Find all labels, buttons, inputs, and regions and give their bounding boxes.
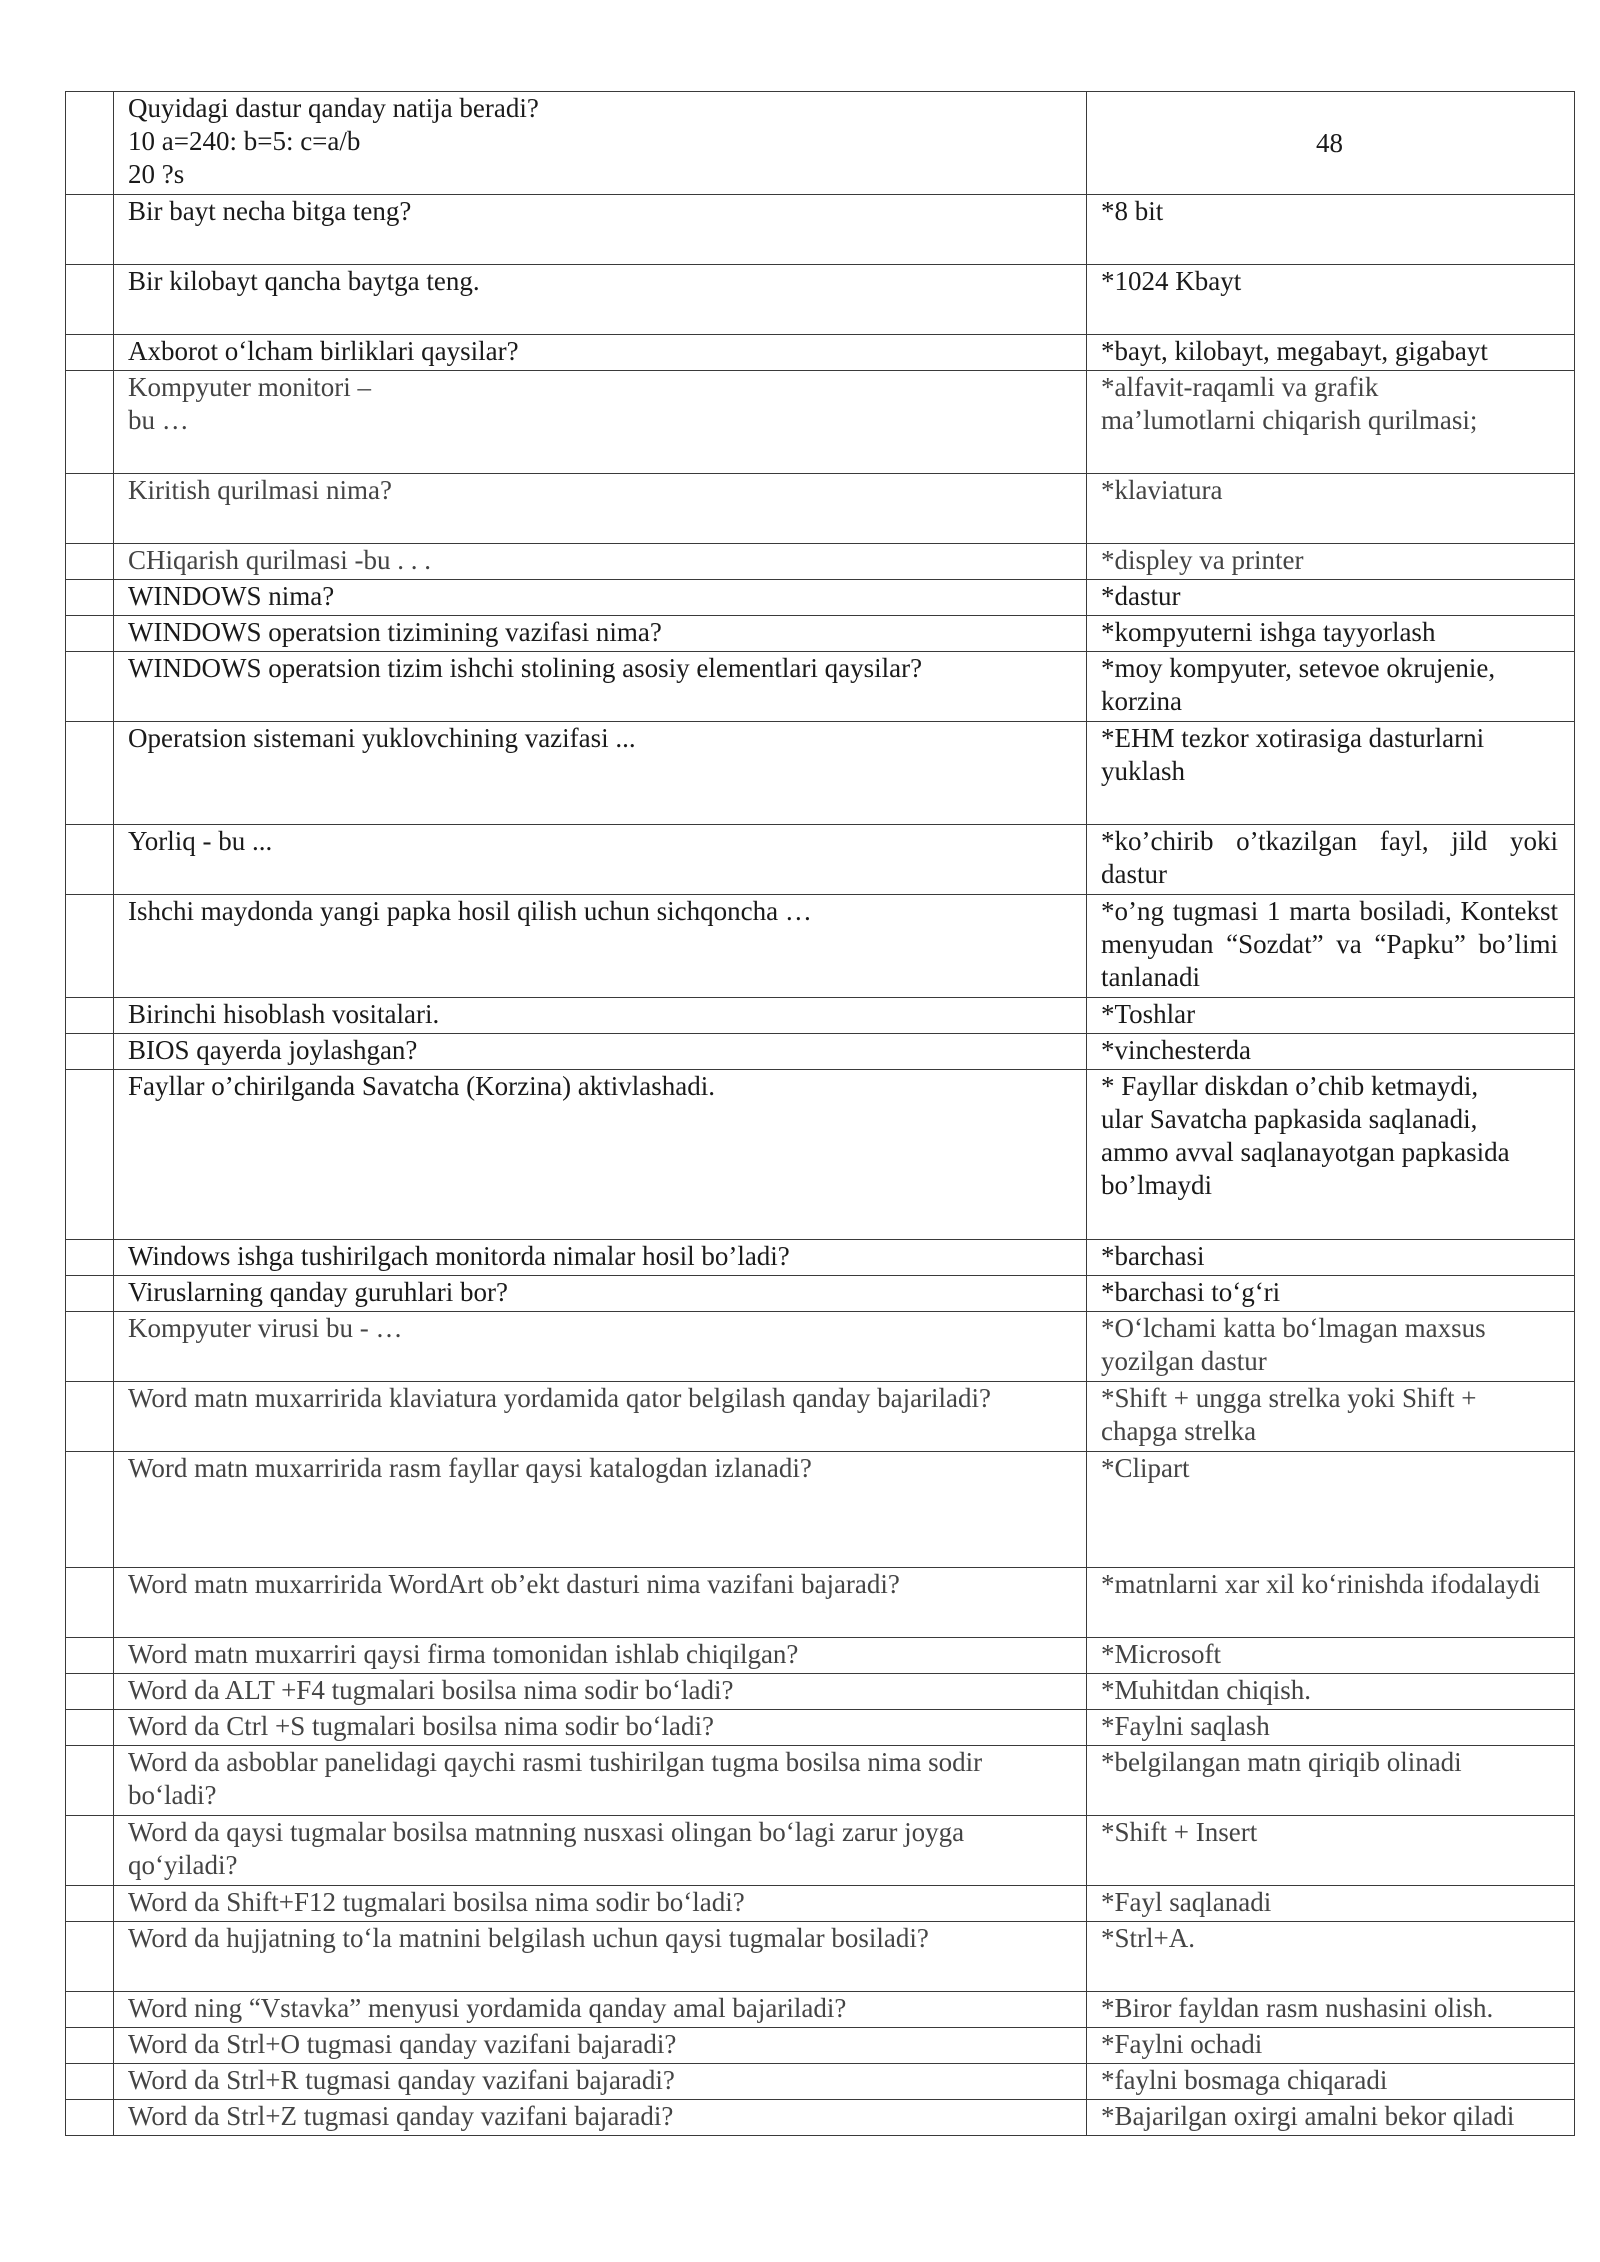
answer-cell: *Strl+A. (1087, 1922, 1575, 1992)
question-cell: Kompyuter virusi bu - … (114, 1312, 1087, 1382)
row-number-cell (66, 2064, 114, 2100)
table-row (66, 1034, 1575, 1070)
question-cell: Fayllar o’chirilganda Savatcha (Korzina) aktivlashadi. (114, 1070, 1087, 1240)
row-number-cell (66, 1034, 114, 1070)
question-cell: Word matn muxarririda rasm fayllar qaysi katalogdan izlanadi? (114, 1452, 1087, 1568)
answer-cell: *Shift + ungga strelka yoki Shift + chapga strelka (1087, 1382, 1575, 1452)
question-cell: Word matn muxarririda klaviatura yordamida qator belgilash qanday bajariladi? (114, 1382, 1087, 1452)
row-number-cell (66, 895, 114, 998)
question-cell: Word da Strl+O tugmasi qanday vazifani bajaradi? (114, 2028, 1087, 2064)
answer-cell: *vinchesterda (1087, 1034, 1575, 1070)
question-cell: WINDOWS operatsion tizimining vazifasi nima? (114, 616, 1087, 652)
answer-cell: *klaviatura (1087, 474, 1575, 544)
question-cell: Word da ALT +F4 tugmalari bosilsa nima sodir bo‘ladi? (114, 1674, 1087, 1710)
row-number-cell (66, 474, 114, 544)
table-row (66, 1746, 1575, 1816)
answer-cell: *alfavit-raqamli va grafik ma’lumotlarni chiqarish qurilmasi; (1087, 371, 1575, 474)
row-number-cell (66, 1992, 114, 2028)
table-row (66, 2100, 1575, 2136)
table-row (66, 825, 1575, 895)
question-cell: WINDOWS nima? (114, 580, 1087, 616)
table-row (66, 1992, 1575, 2028)
answer-cell: *faylni bosmaga chiqaradi (1087, 2064, 1575, 2100)
table-row (66, 195, 1575, 265)
answer-cell: *barchasi (1087, 1240, 1575, 1276)
question-cell: Word da Strl+R tugmasi qanday vazifani bajaradi? (114, 2064, 1087, 2100)
question-cell: Word da hujjatning to‘la matnini belgilash uchun qaysi tugmalar bosiladi? (114, 1922, 1087, 1992)
table-row (66, 1276, 1575, 1312)
table-row (66, 580, 1575, 616)
answer-cell: * Fayllar diskdan o’chib ketmaydi, ular Savatcha papkasida saqlanadi, ammo avval saqlanayotgan papkasida bo’lmaydi (1087, 1070, 1575, 1240)
row-number-cell (66, 1638, 114, 1674)
row-number-cell (66, 371, 114, 474)
answer-cell: *Muhitdan chiqish. (1087, 1674, 1575, 1710)
table-row (66, 265, 1575, 335)
answer-cell: *moy kompyuter, setevoe okrujenie, korzina (1087, 652, 1575, 722)
answer-cell: *displey va printer (1087, 544, 1575, 580)
answer-cell: *Shift + Insert (1087, 1816, 1575, 1886)
row-number-cell (66, 1276, 114, 1312)
row-number-cell (66, 335, 114, 371)
table-row (66, 1710, 1575, 1746)
table-row (66, 371, 1575, 474)
row-number-cell (66, 1452, 114, 1568)
row-number-cell (66, 1886, 114, 1922)
question-cell: Windows ishga tushirilgach monitorda nimalar hosil bo’ladi? (114, 1240, 1087, 1276)
question-cell: Bir kilobayt qancha baytga teng. (114, 265, 1087, 335)
question-cell: Axborot o‘lcham birliklari qaysilar? (114, 335, 1087, 371)
table-row (66, 895, 1575, 998)
answer-cell: *Bajarilgan oxirgi amalni bekor qiladi (1087, 2100, 1575, 2136)
row-number-cell (66, 544, 114, 580)
table-row (66, 1382, 1575, 1452)
answer-cell: *Microsoft (1087, 1638, 1575, 1674)
row-number-cell (66, 2100, 114, 2136)
question-cell: Word da asboblar panelidagi qaychi rasmi tushirilgan tugma bosilsa nima sodir bo‘ladi? (114, 1746, 1087, 1816)
question-cell: Yorliq - bu ... (114, 825, 1087, 895)
answer-cell: *Biror fayldan rasm nushasini olish. (1087, 1992, 1575, 2028)
table-row (66, 1922, 1575, 1992)
question-cell: BIOS qayerda joylashgan? (114, 1034, 1087, 1070)
row-number-cell (66, 1070, 114, 1240)
question-cell: Quyidagi dastur qanday natija beradi? 10 a=240: b=5: c=a/b 20 ?s (114, 92, 1087, 195)
table-row (66, 1312, 1575, 1382)
question-cell: Operatsion sistemani yuklovchining vazifasi ... (114, 722, 1087, 825)
answer-cell: *o’ng tugmasi 1 marta bosiladi, Kontekst menyudan “Sozdat” va “Papku” bo’limi tanlanadi (1087, 895, 1575, 998)
question-cell: Word da Strl+Z tugmasi qanday vazifani bajaradi? (114, 2100, 1087, 2136)
qa-table (65, 91, 1575, 2136)
answer-cell: *kompyuterni ishga tayyorlash (1087, 616, 1575, 652)
answer-cell: *O‘lchami katta bo‘lmagan maxsus yozilgan dastur (1087, 1312, 1575, 1382)
table-row (66, 92, 1575, 195)
row-number-cell (66, 1568, 114, 1638)
table-row (66, 1452, 1575, 1568)
table-row (66, 722, 1575, 825)
question-cell: Kompyuter monitori – bu … (114, 371, 1087, 474)
table-row (66, 616, 1575, 652)
answer-cell: *Faylni ochadi (1087, 2028, 1575, 2064)
table-row (66, 1070, 1575, 1240)
answer-cell: *bayt, kilobayt, megabayt, gigabayt (1087, 335, 1575, 371)
question-cell: Word da Shift+F12 tugmalari bosilsa nima sodir bo‘ladi? (114, 1886, 1087, 1922)
row-number-cell (66, 652, 114, 722)
row-number-cell (66, 1240, 114, 1276)
table-row (66, 474, 1575, 544)
row-number-cell (66, 92, 114, 195)
answer-cell: *matnlarni xar xil ko‘rinishda ifodalaydi (1087, 1568, 1575, 1638)
answer-cell: *barchasi to‘g‘ri (1087, 1276, 1575, 1312)
question-cell: Word matn muxarriri qaysi firma tomonidan ishlab chiqilgan? (114, 1638, 1087, 1674)
answer-cell: *ko’chirib o’tkazilgan fayl, jild yoki dastur (1087, 825, 1575, 895)
question-cell: Birinchi hisoblash vositalari. (114, 998, 1087, 1034)
question-cell: Word ning “Vstavka” menyusi yordamida qanday amal bajariladi? (114, 1992, 1087, 2028)
question-cell: Bir bayt necha bitga teng? (114, 195, 1087, 265)
answer-cell: *Faylni saqlash (1087, 1710, 1575, 1746)
answer-cell: *1024 Kbayt (1087, 265, 1575, 335)
table-row (66, 335, 1575, 371)
row-number-cell (66, 1922, 114, 1992)
table-row (66, 2064, 1575, 2100)
row-number-cell (66, 580, 114, 616)
row-number-cell (66, 616, 114, 652)
row-number-cell (66, 265, 114, 335)
question-cell: CHiqarish qurilmasi -bu . . . (114, 544, 1087, 580)
row-number-cell (66, 998, 114, 1034)
answer-cell: *Clipart (1087, 1452, 1575, 1568)
row-number-cell (66, 1746, 114, 1816)
table-row (66, 998, 1575, 1034)
table-row (66, 1568, 1575, 1638)
qa-table-body (66, 92, 1575, 2136)
table-row (66, 1816, 1575, 1886)
answer-cell: *8 bit (1087, 195, 1575, 265)
table-row (66, 1886, 1575, 1922)
question-cell: WINDOWS operatsion tizim ishchi stolining asosiy elementlari qaysilar? (114, 652, 1087, 722)
question-cell: Ishchi maydonda yangi papka hosil qilish uchun sichqoncha … (114, 895, 1087, 998)
row-number-cell (66, 1816, 114, 1886)
answer-cell: *Fayl saqlanadi (1087, 1886, 1575, 1922)
row-number-cell (66, 2028, 114, 2064)
answer-cell: *belgilangan matn qiriqib olinadi (1087, 1746, 1575, 1816)
answer-cell: 48 (1087, 92, 1575, 195)
table-row (66, 1674, 1575, 1710)
question-cell: Word da Ctrl +S tugmalari bosilsa nima sodir bo‘ladi? (114, 1710, 1087, 1746)
row-number-cell (66, 1710, 114, 1746)
question-cell: Word da qaysi tugmalar bosilsa matnning nusxasi olingan bo‘lagi zarur joyga qo‘yiladi? (114, 1816, 1087, 1886)
table-row (66, 652, 1575, 722)
answer-cell: *dastur (1087, 580, 1575, 616)
answer-cell: *Toshlar (1087, 998, 1575, 1034)
question-cell: Kiritish qurilmasi nima? (114, 474, 1087, 544)
row-number-cell (66, 1674, 114, 1710)
row-number-cell (66, 722, 114, 825)
table-row (66, 544, 1575, 580)
question-cell: Word matn muxarririda WordArt ob’ekt dasturi nima vazifani bajaradi? (114, 1568, 1087, 1638)
table-row (66, 2028, 1575, 2064)
row-number-cell (66, 825, 114, 895)
row-number-cell (66, 195, 114, 265)
question-cell: Viruslarning qanday guruhlari bor? (114, 1276, 1087, 1312)
table-row (66, 1638, 1575, 1674)
table-row (66, 1240, 1575, 1276)
row-number-cell (66, 1382, 114, 1452)
answer-cell: *EHM tezkor xotirasiga dasturlarni yuklash (1087, 722, 1575, 825)
row-number-cell (66, 1312, 114, 1382)
